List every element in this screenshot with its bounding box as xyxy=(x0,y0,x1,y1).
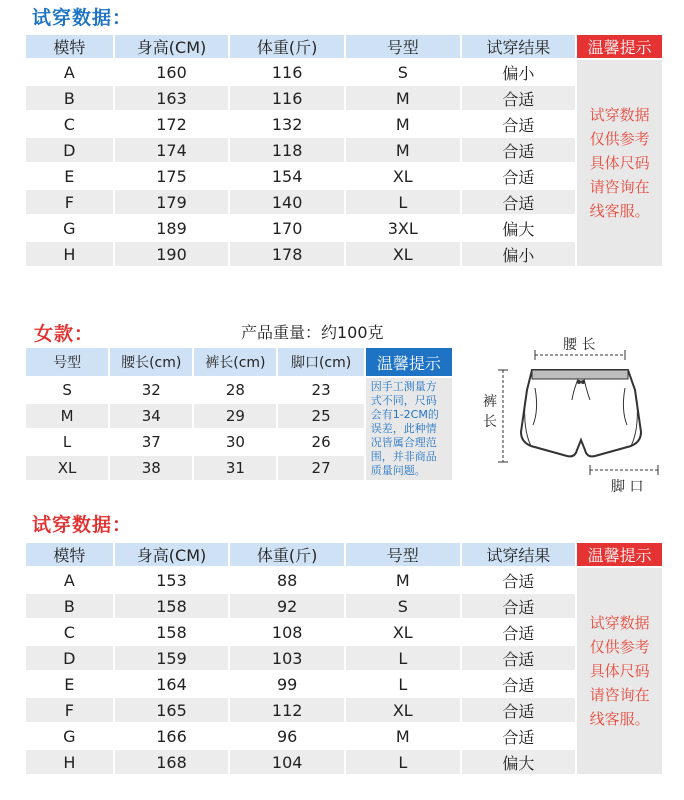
table-cell: 174 xyxy=(115,138,229,162)
table-cell: 166 xyxy=(156,726,187,746)
table-cell: 99 xyxy=(276,674,298,694)
table-row xyxy=(26,216,662,240)
table-cell: 164 xyxy=(156,674,187,694)
table-cell: M xyxy=(395,114,410,134)
table-cell: 170 xyxy=(271,218,303,238)
tip-header: 温馨提示 xyxy=(366,348,452,376)
table-cell: 92 xyxy=(230,594,344,618)
table-cell: 偏大 xyxy=(502,219,535,239)
table-cell: 32 xyxy=(141,381,161,399)
table-cell: 合适 xyxy=(462,698,576,722)
women-title: 女款： xyxy=(34,323,95,345)
table-cell: 25 xyxy=(278,404,363,428)
table-row xyxy=(26,190,662,214)
table-cell: 153 xyxy=(156,570,187,590)
table-cell: XL xyxy=(346,698,460,722)
table-row xyxy=(26,138,662,162)
table-cell: D xyxy=(26,646,113,670)
tip-note: 因手工测量方式不同，尺码会有1-2CM的误差，此种情况皆属合理范围，并非商品质量问题。 xyxy=(366,378,452,480)
table-row xyxy=(26,698,662,722)
table-cell: L xyxy=(346,750,460,774)
header-size: 号型 xyxy=(346,543,460,566)
table-cell: F xyxy=(26,698,113,722)
table-cell: E xyxy=(64,166,75,186)
header-model: 模特 xyxy=(26,35,113,58)
table-row xyxy=(26,60,662,84)
fit-table-2 xyxy=(24,541,664,776)
table-cell: 158 xyxy=(115,594,229,618)
table-cell: 27 xyxy=(278,456,363,480)
table-cell: 165 xyxy=(115,698,229,722)
table-cell: A xyxy=(63,570,75,590)
table-cell: 168 xyxy=(115,750,229,774)
table-cell: 合适 xyxy=(462,646,576,670)
table-cell: 34 xyxy=(110,404,192,428)
table-cell: B xyxy=(26,594,113,618)
table-row xyxy=(26,164,662,188)
table-cell: 160 xyxy=(156,62,187,82)
table-cell: 偏小 xyxy=(502,63,535,83)
table-cell: 合适 xyxy=(502,727,535,747)
table-cell: G xyxy=(63,726,76,746)
tip-header: 温馨提示 xyxy=(577,543,662,566)
table-cell: 190 xyxy=(115,242,229,266)
table-cell: 38 xyxy=(110,456,192,480)
table-cell: B xyxy=(26,86,113,110)
header-model: 模特 xyxy=(26,543,113,566)
table-cell: 116 xyxy=(230,86,344,110)
table-row xyxy=(26,86,662,110)
table-cell: 合适 xyxy=(462,86,576,110)
product-weight: 产品重量：约100克 xyxy=(241,323,384,342)
table-cell: G xyxy=(63,218,76,238)
table-row xyxy=(26,672,662,696)
header-result: 试穿结果 xyxy=(462,543,576,566)
table-cell: S xyxy=(397,62,408,82)
table-row xyxy=(26,378,452,402)
table-cell: S xyxy=(346,594,460,618)
table-cell: 116 xyxy=(271,62,303,82)
header-height: 身高(CM) xyxy=(115,35,229,58)
table-cell: 合适 xyxy=(502,623,535,643)
table-cell: 172 xyxy=(156,114,187,134)
header-weight: 体重(斤) xyxy=(230,35,344,58)
table-cell: M xyxy=(346,86,460,110)
table-cell: 合适 xyxy=(462,138,576,162)
table-cell: 23 xyxy=(311,381,331,399)
table-row xyxy=(26,724,662,748)
shorts-diagram xyxy=(475,330,675,500)
header-weight: 体重(斤) xyxy=(230,543,344,566)
table-cell: 26 xyxy=(311,433,331,451)
table-cell: 88 xyxy=(276,570,298,590)
table-cell: L xyxy=(346,646,460,670)
table-cell: 159 xyxy=(115,646,229,670)
header-hem: 脚口(cm) xyxy=(278,348,363,376)
table-cell: 合适 xyxy=(462,190,576,214)
table-cell: 合适 xyxy=(502,167,535,187)
table-cell: 178 xyxy=(230,242,344,266)
length-label: 裤长 xyxy=(483,394,497,430)
table-row xyxy=(26,242,662,266)
table-cell: 112 xyxy=(230,698,344,722)
header-waist: 腰长(cm) xyxy=(110,348,192,376)
table-cell: M xyxy=(26,404,108,428)
table-cell: XL xyxy=(392,166,413,186)
table-cell: 103 xyxy=(230,646,344,670)
table-cell: L xyxy=(346,190,460,214)
table-cell: 28 xyxy=(225,381,245,399)
table-cell: 偏小 xyxy=(462,242,576,266)
table-cell: 158 xyxy=(156,622,187,642)
table-cell: 合适 xyxy=(502,115,535,135)
header-size: 号型 xyxy=(346,35,460,58)
table-cell: 96 xyxy=(276,726,298,746)
tip-header: 温馨提示 xyxy=(577,35,662,58)
header-height: 身高(CM) xyxy=(115,543,229,566)
table-cell: 3XL xyxy=(387,218,418,238)
table-cell: XL xyxy=(346,242,460,266)
table-cell: C xyxy=(63,114,75,134)
table-cell: 合适 xyxy=(502,675,535,695)
table-cell: E xyxy=(64,674,75,694)
hem-label: 脚 口 xyxy=(611,479,644,495)
table-row xyxy=(26,620,662,644)
waist-label: 腰 长 xyxy=(563,337,596,353)
section2-title: 试穿数据： xyxy=(32,514,133,536)
table-cell: 140 xyxy=(230,190,344,214)
table-cell: M xyxy=(346,138,460,162)
table-cell: 163 xyxy=(115,86,229,110)
table-cell: M xyxy=(395,570,410,590)
table-cell: 30 xyxy=(225,433,245,451)
table-cell: 118 xyxy=(230,138,344,162)
table-cell: 104 xyxy=(230,750,344,774)
table-cell: H xyxy=(26,750,113,774)
tip-note: 试穿数据仅供参考具体尺码请咨询在线客服。 xyxy=(577,60,662,266)
header-length: 裤长(cm) xyxy=(194,348,276,376)
table-row xyxy=(26,750,662,774)
table-row xyxy=(26,568,662,592)
table-cell: XL xyxy=(26,456,108,480)
table-cell: M xyxy=(395,726,410,746)
table-cell: L xyxy=(62,433,72,451)
table-cell: A xyxy=(63,62,75,82)
shorts-outline-icon xyxy=(475,330,675,500)
table-cell: 108 xyxy=(271,622,303,642)
table-cell: 合适 xyxy=(462,594,576,618)
table-row xyxy=(26,594,662,618)
size-table xyxy=(24,346,454,482)
table-cell: H xyxy=(26,242,113,266)
table-cell: D xyxy=(26,138,113,162)
table-cell: XL xyxy=(392,622,413,642)
table-cell: L xyxy=(398,674,408,694)
table-cell: 合适 xyxy=(502,571,535,591)
table-cell: 154 xyxy=(271,166,303,186)
table-cell: 31 xyxy=(194,456,276,480)
table-cell: F xyxy=(26,190,113,214)
section1-title: 试穿数据： xyxy=(32,7,133,29)
tip-note: 试穿数据仅供参考具体尺码请咨询在线客服。 xyxy=(577,568,662,774)
fit-table-1 xyxy=(24,33,664,268)
table-cell: 179 xyxy=(115,190,229,214)
header-result: 试穿结果 xyxy=(462,35,576,58)
table-cell: 29 xyxy=(194,404,276,428)
table-cell: C xyxy=(63,622,75,642)
header-size: 号型 xyxy=(26,348,108,376)
table-cell: 132 xyxy=(271,114,303,134)
table-cell: 189 xyxy=(156,218,187,238)
table-cell: 175 xyxy=(156,166,187,186)
table-cell: 偏大 xyxy=(462,750,576,774)
table-row xyxy=(26,112,662,136)
table-row xyxy=(26,646,662,670)
table-cell: S xyxy=(62,381,72,399)
table-cell: 37 xyxy=(141,433,161,451)
